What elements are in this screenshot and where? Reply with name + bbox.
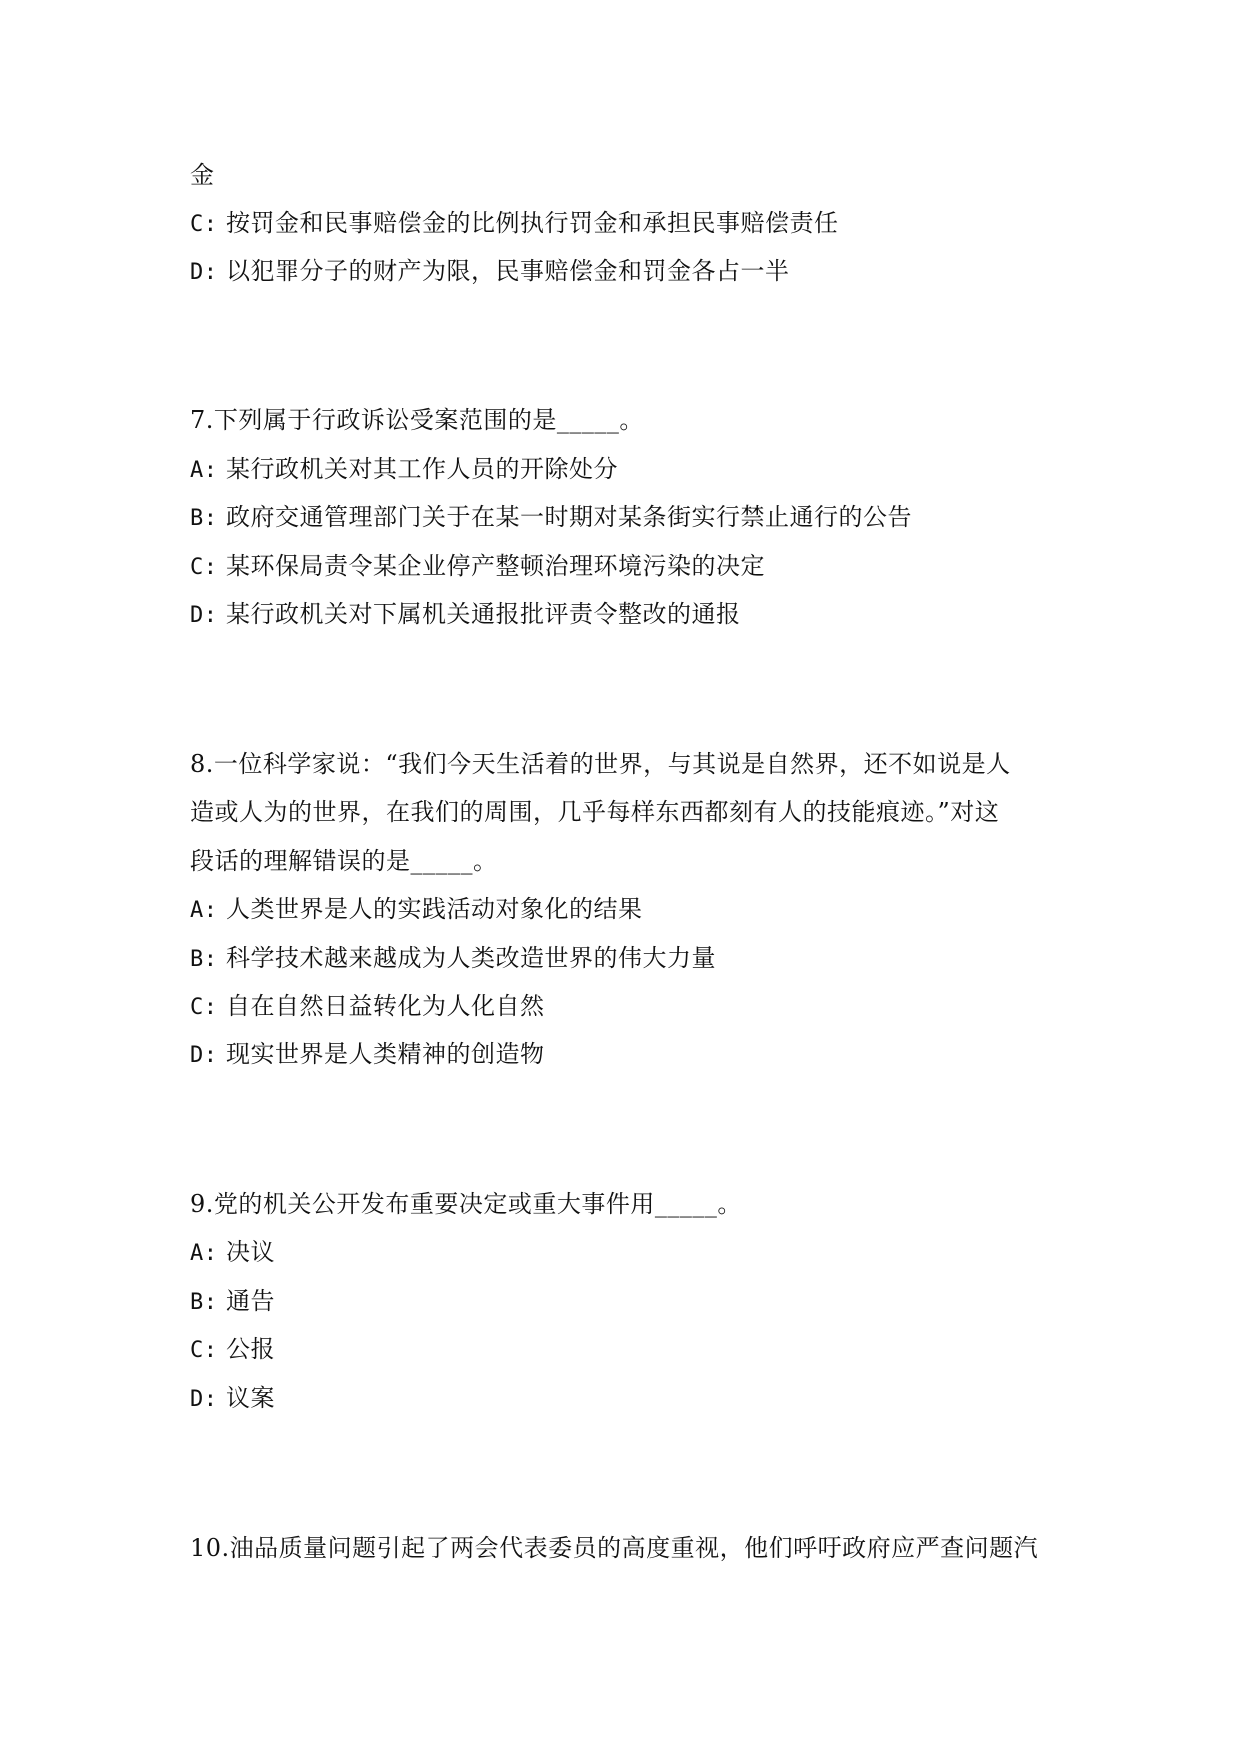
option-text: 某行政机关对其工作人员的开除处分	[226, 455, 618, 483]
q7-option-b	[190, 502, 1090, 534]
q6-stem-tail: 金	[190, 161, 215, 189]
option-letter: C:	[190, 1338, 218, 1363]
option-text: 议案	[226, 1384, 275, 1412]
option-letter: A:	[190, 458, 218, 483]
q8-stem-line-3: 段话的理解错误的是_____。	[190, 847, 498, 875]
option-letter: C:	[190, 555, 218, 580]
option-letter: A:	[190, 1241, 218, 1266]
option-letter: C:	[190, 212, 218, 237]
option-text: 通告	[226, 1287, 275, 1315]
q8-option-b	[190, 943, 1090, 975]
option-letter: D:	[190, 1387, 218, 1412]
q9-option-d	[190, 1383, 1090, 1415]
q9-stem: 9.党的机关公开发布重要决定或重大事件用_____。	[190, 1190, 742, 1218]
q8-stem-line-2: 造或人为的世界，在我们的周围，几乎每样东西都刻有人的技能痕迹。”对这	[190, 798, 1000, 826]
option-letter: D:	[190, 1043, 218, 1068]
q10-stem-line-1: 10.油品质量问题引起了两会代表委员的高度重视，他们呼吁政府应严查问题汽	[190, 1534, 1039, 1562]
option-text: 自在自然日益转化为人化自然	[226, 992, 545, 1020]
option-letter: D:	[190, 603, 218, 628]
option-text: 某环保局责令某企业停产整顿治理环境污染的决定	[226, 552, 765, 580]
option-text: 人类世界是人的实践活动对象化的结果	[226, 895, 643, 923]
option-letter: B:	[190, 947, 218, 972]
option-text: 决议	[226, 1238, 275, 1266]
option-text: 政府交通管理部门关于在某一时期对某条街实行禁止通行的公告	[226, 503, 912, 531]
q9-option-a	[190, 1237, 1090, 1269]
option-letter: C:	[190, 995, 218, 1020]
option-text: 某行政机关对下属机关通报批评责令整改的通报	[226, 600, 741, 628]
q7-option-c	[190, 551, 1090, 583]
q9-option-b	[190, 1286, 1090, 1318]
q6-option-c	[190, 208, 1090, 240]
q8-option-a	[190, 894, 1090, 926]
option-letter: B:	[190, 1290, 218, 1315]
option-letter: D:	[190, 260, 218, 285]
q7-stem: 7.下列属于行政诉讼受案范围的是_____。	[190, 406, 644, 434]
option-text: 现实世界是人类精神的创造物	[226, 1040, 545, 1068]
option-letter: A:	[190, 898, 218, 923]
option-letter: B:	[190, 506, 218, 531]
option-text: 按罚金和民事赔偿金的比例执行罚金和承担民事赔偿责任	[226, 209, 839, 237]
q8-option-d	[190, 1039, 1090, 1071]
option-text: 公报	[226, 1335, 275, 1363]
option-text: 以犯罪分子的财产为限，民事赔偿金和罚金各占一半	[226, 257, 790, 285]
q7-option-d	[190, 599, 1090, 631]
q8-option-c	[190, 991, 1090, 1023]
q7-option-a	[190, 454, 1090, 486]
q8-stem-line-1: 8.一位科学家说：“我们今天生活着的世界，与其说是自然界，还不如说是人	[190, 750, 1011, 778]
q9-option-c	[190, 1334, 1090, 1366]
option-text: 科学技术越来越成为人类改造世界的伟大力量	[226, 944, 716, 972]
q6-option-d	[190, 256, 1090, 288]
